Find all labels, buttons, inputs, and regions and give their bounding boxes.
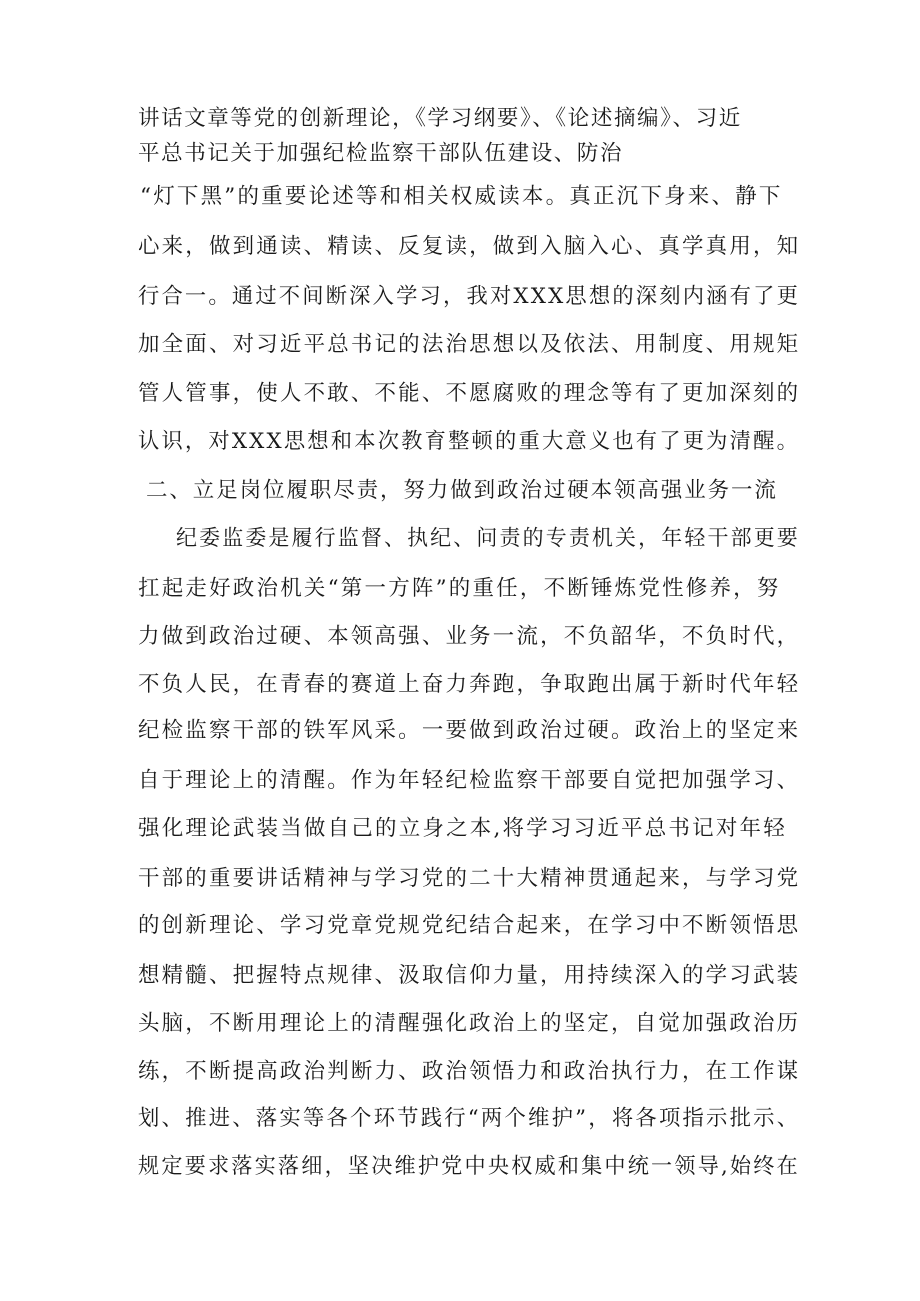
text-line-15: 自于理论上的清醒。作为年轻纪检监察干部要自觉把加强学习、 xyxy=(138,768,801,793)
text-line-14: 纪检监察干部的铁军风采。一要做到政治过硬。政治上的坚定来 xyxy=(138,718,801,743)
text-line-18: 的创新理论、学习党章党规党纪结合起来，在学习中不断领悟思 xyxy=(138,913,801,938)
text-line-10: 纪委监委是履行监督、执纪、问责的专责机关，年轻干部更要 xyxy=(176,526,800,551)
text-line-21: 练，不断提高政治判断力、政治领悟力和政治执行力，在工作谋 xyxy=(138,1059,801,1084)
text-line-12: 力做到政治过硬、本领高强、业务一流，不负韶华，不负时代， xyxy=(138,624,801,649)
text-line-13: 不负人民，在青春的赛道上奋力奔跑，争取跑出属于新时代年轻 xyxy=(138,672,801,697)
text-line-16: 强化理论武装当做自己的立身之本,将学习习近平总书记对年轻 xyxy=(138,816,787,841)
text-line-17: 干部的重要讲话精神与学习党的二十大精神贯通起来，与学习党 xyxy=(138,866,801,891)
text-line-23: 规定要求落实落细，坚决维护党中央权威和集中统一领导,始终在 xyxy=(138,1154,800,1179)
text-line-8: 认识，对XXX思想和本次教育整顿的重大意义也有了更为清醒。 xyxy=(138,429,801,454)
text-line-5: 行合一。通过不间断深入学习，我对XXX思想的深刻内涵有了更 xyxy=(138,284,801,309)
text-line-4: 心来，做到通读、精读、反复读，做到入脑入心、真学真用，知 xyxy=(138,234,801,259)
text-line-6: 加全面、对习近平总书记的法治思想以及依法、用制度、用规矩 xyxy=(138,332,801,357)
text-line-1: 讲话文章等党的创新理论，《学习纲要》、《论述摘编》、习近 xyxy=(138,106,742,131)
text-line-22: 划、推进、落实等各个环节践行“两个维护”，将各项指示批示、 xyxy=(138,1106,801,1131)
text-line-11: 扛起走好政治机关“第一方阵”的重任，不断锤炼党性修养，努 xyxy=(138,576,781,601)
text-line-20: 头脑，不断用理论上的清醒强化政治上的坚定，自觉加强政治历 xyxy=(138,1011,801,1036)
text-line-3: “灯下黑”的重要论述等和相关权威读本。真正沉下身来、静下 xyxy=(140,184,783,209)
section-heading: 二、立足岗位履职尽责，努力做到政治过硬本领高强业务一流 xyxy=(146,478,778,503)
text-line-7: 管人管事，使人不敢、不能、不愿腐败的理念等有了更加深刻的 xyxy=(138,381,801,406)
text-line-2: 平总书记关于加强纪检监察干部队伍建设、防治 xyxy=(138,141,624,166)
text-line-19: 想精髓、把握特点规律、汲取信仰力量，用持续深入的学习武装 xyxy=(138,963,801,988)
